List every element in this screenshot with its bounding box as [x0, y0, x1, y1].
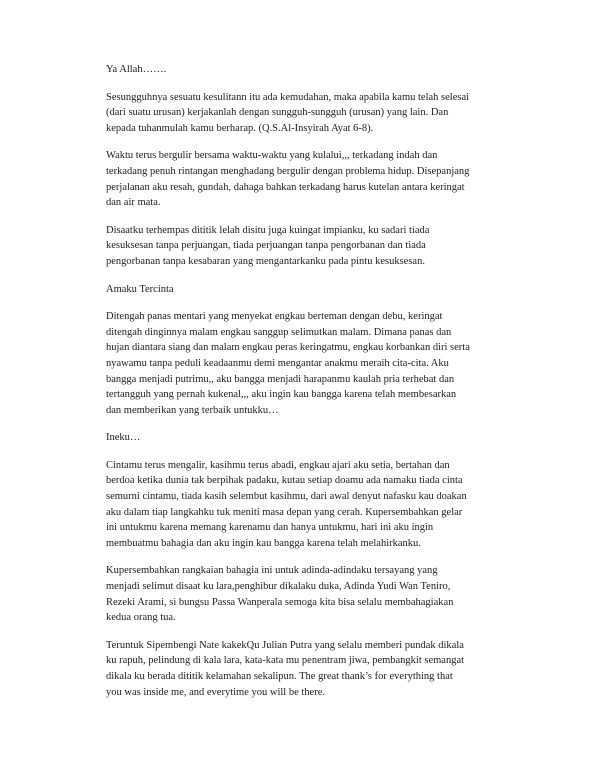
text-line: terkadang penuh rintangan menghadang bergulir dengan problema hidup. Disepanjang — [106, 165, 470, 177]
text-line: Waktu terus bergulir bersama waktu-waktu yang kulalui,,, terkadang indah dan — [106, 150, 438, 162]
text-line: perjalanan aku resah, gundah, dahaga bahkan terkadang harus kutelan antara keringat — [106, 181, 465, 193]
text-line: Kupersembahkan rangkaian bahagia ini untuk adinda-adindaku tersayang yang — [106, 565, 438, 577]
dream-paragraph — [106, 223, 506, 270]
text-line: (dari suatu urusan) kerjakanlah dengan sungguh-sungguh (urusan) yang lain. Dan — [106, 107, 449, 119]
journey-paragraph — [106, 148, 506, 210]
text-line: Disaatku terhempas dititik lelah disitu juga kuingat impianku, ku sadari tiada — [106, 224, 430, 236]
text-line: tertangguh yang pernah kukenal,,, aku ingin kau bangga karena telah membesarkan — [106, 389, 457, 401]
text-line: Ya Allah……. — [106, 64, 167, 75]
text-line: kedua orang tua. — [106, 612, 176, 624]
text-line: kesuksesan tanpa perjuangan, tiada perjuangan tanpa pengorbanan dan tiada — [106, 240, 426, 252]
text-line: Sesungguhnya sesuatu kesulitann itu ada kemudahan, maka apabila kamu telah selesai — [106, 91, 470, 103]
mother-heading — [106, 430, 506, 446]
text-line: aku dalam tiap langkahku tuk meniti masa depan yang cerah. Kupersembahkan gelar — [106, 506, 463, 518]
text-line: you was inside me, and everytime you will be there. — [106, 686, 325, 698]
text-line: berdoa ketika dunia tak berpihak padaku, kutau setiap doamu ada namaku tiada cinta — [106, 475, 463, 487]
text-line: ditengah dinginnya malam engkau sanggup selimutkan malam. Dimana panas dan — [106, 326, 452, 338]
greeting-heading — [106, 62, 506, 78]
text-line: nyawamu tanpa peduli keadaanmu demi mengantar anakmu meraih cita-cita. Aku — [106, 357, 449, 369]
text-line: Ineku… — [106, 432, 141, 444]
text-line: hujan diantara siang dan malam engkau peras keringatmu, engkau korbankan diri serta — [106, 342, 470, 354]
text-line: Rezeki Arami, si bungsu Passa Wanperala semoga kita bisa selalu membahagiakan — [106, 596, 454, 608]
text-line: semurni cintamu, tiada kasih selembut kasihmu, dari awal denyut nafasku kau doakan — [106, 491, 467, 503]
quran-quote-paragraph — [106, 90, 506, 137]
text-line: ini untukmu karena memang karenamu dan hanya untukmu, hari ini aku ingin — [106, 522, 434, 534]
text-line: Cintamu terus mengalir, kasihmu terus abadi, engkau ajari aku setia, bertahan dan — [106, 459, 450, 471]
text-line: menjadi selimut disaat ku lara,penghibur dikalaku duka, Adinda Yudi Wan Teniro, — [106, 581, 451, 593]
text-line: dan memberikan yang terbaik untukku… — [106, 404, 279, 416]
mother-paragraph — [106, 458, 506, 552]
text-line: dikala ku berada dititik kelamahan sekalipun. The great thank’s for everything that — [106, 671, 453, 682]
father-paragraph — [106, 309, 506, 418]
text-line: ku rapuh, pelindung di kala lara, kata-kata mu penentram jiwa, pembangkit semangat — [106, 655, 465, 667]
grandfather-paragraph — [106, 638, 506, 700]
text-line: membuatmu bahagia dan aku ingin kau bangga karena telah melahirkanku. — [106, 537, 421, 549]
text-line: kepada tuhanmulah kamu berharap. (Q.S.Al-Insyirah Ayat 6-8). — [106, 122, 374, 134]
text-line: Amaku Tercinta — [106, 283, 174, 295]
siblings-paragraph — [106, 563, 506, 625]
text-line: bangga menjadi putrimu,, aku bangga menjadi harapanmu kaulah pria terhebat dan — [106, 373, 455, 385]
text-line: Teruntuk Sipembengi Nate kakekQu Julian Putra yang selalu memberi pundak dikala — [106, 639, 464, 651]
father-heading — [106, 282, 506, 298]
text-line: Ditengah panas mentari yang menyekat engkau berteman dengan debu, keringat — [106, 311, 443, 323]
text-line: dan air mata. — [106, 197, 161, 209]
text-line: pengorbanan tanpa kesabaran yang mengantarkanku pada pintu kesuksesan. — [106, 255, 425, 267]
document-page — [106, 62, 506, 712]
